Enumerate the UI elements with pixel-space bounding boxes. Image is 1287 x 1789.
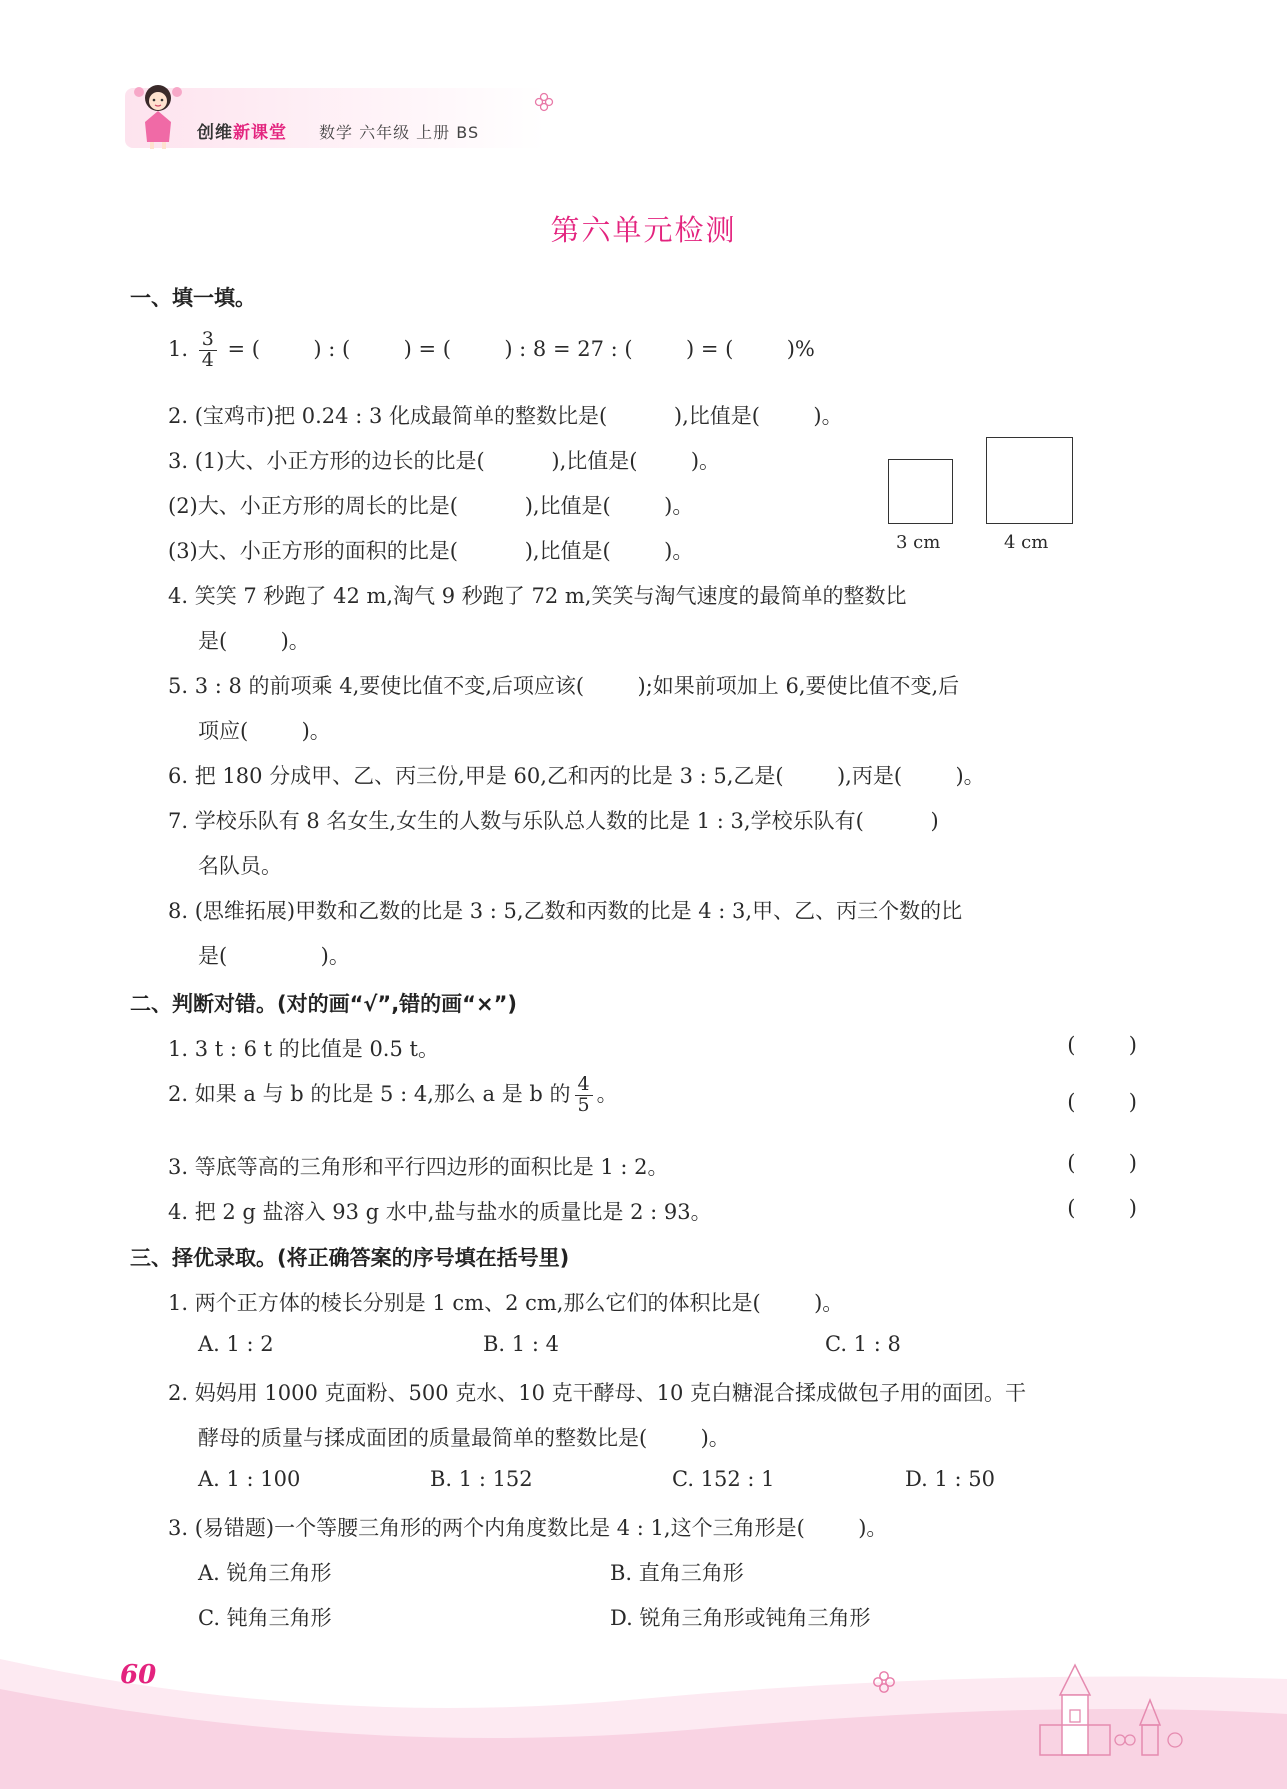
s3-q3-option-a: A. 锐角三角形 (198, 1561, 332, 1585)
s1-q5-line1: 5. 3 : 8 的前项乘 4,要使比值不变,后项应该( );如果前项加上 6,要使比值不变,后 (168, 674, 960, 698)
s2-q1: 1. 3 t : 6 t 的比值是 0.5 t。 (168, 1037, 439, 1061)
flower-icon (872, 1670, 896, 1694)
s3-q3-option-c: C. 钝角三角形 (198, 1606, 332, 1630)
s3-q2-line2: 酵母的质量与揉成面团的质量最简单的整数比是( )。 (198, 1426, 730, 1450)
s1-q6: 6. 把 180 分成甲、乙、丙三份,甲是 60,乙和丙的比是 3 : 5,乙是( ),丙是( )。 (168, 764, 985, 788)
section2-heading: 二、判断对错。(对的画“√”,错的画“×”) (130, 992, 517, 1016)
s1-q8-line2: 是( )。 (198, 944, 350, 968)
s3-q2-line1: 2. 妈妈用 1000 克面粉、500 克水、10 克干酵母、10 克白糖混合揉成做包子用的面团。干 (168, 1381, 1027, 1405)
flower-icon (534, 92, 554, 112)
page-header (125, 80, 555, 150)
s2-q4: 4. 把 2 g 盐溶入 93 g 水中,盐与盐水的质量比是 2 : 93。 (168, 1200, 712, 1224)
s1-q5-line2: 项应( )。 (198, 719, 331, 743)
big-square-label: 4 cm (1004, 532, 1049, 553)
s1-q3-part1: 3. (1)大、小正方形的边长的比是( ),比值是( )。 (168, 449, 721, 473)
page-title: 第六单元检测 (550, 213, 737, 247)
s2-q3: 3. 等底等高的三角形和平行四边形的面积比是 1 : 2。 (168, 1155, 669, 1179)
s1-q7-line2: 名队员。 (198, 854, 282, 878)
s1-q1: 1. $\frac{3}{4}$ = ( ) : ( ) = ( ) : 8 = 27 : ( ) = ( )% (168, 328, 815, 371)
s3-q2-option-d: D. 1 : 50 (905, 1467, 995, 1491)
s3-q3: 3. (易错题)一个等腰三角形的两个内角度数比是 4 : 1,这个三角形是( )。 (168, 1516, 888, 1540)
s3-q2-option-b: B. 1 : 152 (430, 1467, 533, 1491)
section1-heading: 一、填一填。 (130, 286, 256, 310)
section3-heading: 三、择优录取。(将正确答案的序号填在括号里) (130, 1246, 570, 1270)
small-square-label: 3 cm (896, 532, 941, 553)
s1-q4-line1: 4. 笑笑 7 秒跑了 42 m,淘气 9 秒跑了 72 m,笑笑与淘气速度的最简单的整数比 (168, 584, 907, 608)
page-number: 60 (120, 1660, 157, 1690)
brand-name: 创维新课堂 (197, 123, 287, 143)
s3-q2-option-a: A. 1 : 100 (198, 1467, 301, 1491)
book-subject: 数学 六年级 上册 BS (319, 123, 480, 142)
s1-q3-part2: (2)大、小正方形的周长的比是( ),比值是( )。 (168, 494, 694, 518)
fraction-4-5: $\frac{4}{5}$ (575, 1075, 593, 1116)
answer-bracket: ( ) (1067, 1196, 1137, 1220)
answer-bracket: ( ) (1067, 1033, 1137, 1057)
s1-q2: 2. (宝鸡市)把 0.24 : 3 化成最简单的整数比是( ),比值是( )。 (168, 404, 843, 428)
fraction-3-4: $\frac{3}{4}$ (199, 330, 217, 371)
s3-q1-option-a: A. 1 : 2 (198, 1332, 274, 1356)
s1-q3-part3: (3)大、小正方形的面积的比是( ),比值是( )。 (168, 539, 694, 563)
answer-bracket: ( ) (1067, 1090, 1137, 1114)
s3-q1-option-c: C. 1 : 8 (825, 1332, 901, 1356)
mascot-girl-icon (129, 80, 187, 150)
s1-q4-line2: 是( )。 (198, 629, 310, 653)
s2-q2: 2. 如果 a 与 b 的比是 5 : 4,那么 a 是 b 的 $\frac{4}{5}$ 。 (168, 1073, 618, 1116)
s1-q8-line1: 8. (思维拓展)甲数和乙数的比是 3 : 5,乙数和丙数的比是 4 : 3,甲、乙、丙三个数的比 (168, 899, 963, 923)
answer-bracket: ( ) (1067, 1151, 1137, 1175)
s3-q1-option-b: B. 1 : 4 (483, 1332, 559, 1356)
castle-icon (1020, 1655, 1190, 1765)
small-square-figure (888, 459, 953, 524)
s3-q3-option-b: B. 直角三角形 (610, 1561, 744, 1585)
s1-q7-line1: 7. 学校乐队有 8 名女生,女生的人数与乐队总人数的比是 1 : 3,学校乐队有( ) (168, 809, 939, 833)
big-square-figure (986, 437, 1073, 524)
s3-q2-option-c: C. 152 : 1 (672, 1467, 775, 1491)
s3-q1: 1. 两个正方体的棱长分别是 1 cm、2 cm,那么它们的体积比是( )。 (168, 1291, 844, 1315)
s3-q3-option-d: D. 锐角三角形或钝角三角形 (610, 1606, 871, 1630)
